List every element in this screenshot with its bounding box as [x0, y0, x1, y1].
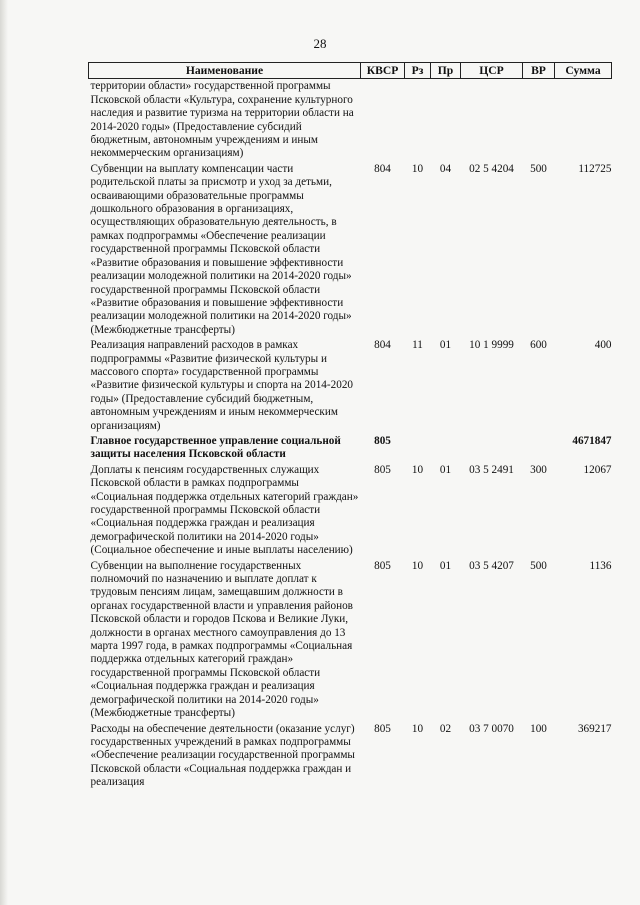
cell-name: Субвенции на выполнение государственных полномочий по назначению и выплате доплат к трудовым пенсиям лицам, замещавшим должности в органах государственной власти и управления районов Псковской области и городов Пскова и Великие Луки, должности в органах местного самоуправления до 13 марта 1997 года, в рамках подпрограммы «Социальная поддержка отдельных категорий граждан» государственной программы Псковской области «Социальная поддержка граждан и реализация демографической политики на 2014-2020 годы» (Межбюджетные трансферты)	[90, 559, 353, 720]
cell-vr: 100	[530, 722, 547, 735]
cell-rz: 11	[412, 339, 423, 352]
cell-pr: 04	[439, 162, 452, 175]
cell-csr: 02 5 4204	[469, 162, 514, 175]
cell-rz	[405, 79, 431, 162]
cell-vr: 600	[530, 339, 547, 352]
cell-pr	[431, 434, 461, 463]
cell-vr: 500	[530, 559, 547, 572]
table-header-row	[89, 63, 612, 79]
cell-name: Расходы на обеспечение деятельности (оказание услуг) государственных учреждений в рамках подпрограммы «Обеспечение реализации государственной программы Псковской области «Социальная поддержка граждан и реализация	[90, 722, 355, 789]
scan-edge-shadow	[0, 0, 8, 905]
cell-rz: 10	[411, 722, 424, 735]
cell-kvsr: 805	[374, 463, 391, 476]
cell-sum: 12067	[583, 463, 612, 476]
cell-sum: 1136	[589, 559, 612, 572]
cell-rz: 10	[411, 559, 424, 572]
cell-vr	[523, 79, 555, 162]
cell-vr: 300	[530, 463, 547, 476]
cell-sum	[555, 79, 612, 162]
header-kvsr: КВСР	[361, 63, 405, 79]
cell-kvsr: 804	[374, 339, 391, 352]
header-name: Наименование	[89, 63, 361, 79]
table-row	[89, 79, 612, 162]
cell-sum: 369217	[577, 722, 612, 735]
cell-rz: 10	[411, 463, 424, 476]
cell-pr: 01	[439, 559, 452, 572]
header-vr: ВР	[523, 63, 555, 79]
table-row	[89, 559, 612, 722]
table-row	[89, 434, 612, 463]
cell-csr	[461, 79, 523, 162]
cell-name: Субвенции на выплату компенсации части родительской платы за присмотр и уход за детьми, осваивающими образовательные программы дошкольного образования в организациях, осуществляющих образовательную деятельность, в рамках подпрограммы «Обеспечение реализации государственной программы Псковской области «Развитие образования и повышение эффективности реализации молодежной политики на 2014-2020 годы» государственной программы Псковской области «Развитие образования и повышение эффективности реализации молодежной политики на 2014-2020 годы» (Межбюджетные трансферты)	[90, 162, 352, 336]
header-pr: Пр	[431, 63, 461, 79]
cell-kvsr: 805	[374, 722, 391, 735]
cell-csr: 03 7 0070	[469, 722, 514, 735]
cell-vr: 500	[530, 162, 547, 175]
cell-pr: 01	[439, 339, 452, 352]
cell-name: Реализация направлений расходов в рамках подпрограммы «Развитие физической культуры и массового спорта» государственной программы «Развитие физической культуры и спорта на 2014-2020 годы» (Предоставление субсидий бюджетным, автономным учреждениям и иным некоммерческим организациям)	[90, 339, 354, 432]
cell-name: территории области» государственной программы Псковской области «Культура, сохранение культурного наследия и развитие туризма на территории области на 2014-2020 годы» (Предоставление субсидий бюджетным, автономным учреждениям и иным некоммерческим организациям)	[90, 80, 354, 160]
header-rz: Рз	[405, 63, 431, 79]
cell-csr: 10 1 9999	[469, 339, 514, 352]
cell-kvsr: 804	[374, 162, 391, 175]
cell-csr: 03 5 2491	[469, 463, 514, 476]
cell-sum: 4671847	[572, 434, 612, 447]
table-row	[89, 162, 612, 338]
cell-kvsr	[361, 79, 405, 162]
budget-table	[88, 62, 612, 791]
header-csr: ЦСР	[461, 63, 523, 79]
cell-rz	[405, 434, 431, 463]
cell-csr: 03 5 4207	[469, 559, 514, 572]
cell-kvsr: 805	[374, 434, 391, 447]
cell-pr	[431, 79, 461, 162]
table-row	[89, 338, 612, 434]
page-number: 28	[313, 36, 327, 51]
cell-vr	[523, 434, 555, 463]
table-body	[89, 79, 612, 791]
table-row	[89, 463, 612, 559]
cell-kvsr: 805	[374, 559, 391, 572]
cell-name: Главное государственное управление социальной защиты населения Псковской области	[90, 434, 341, 461]
header-sum: Сумма	[555, 63, 612, 79]
cell-name: Доплаты к пенсиям государственных служащих Псковской области в рамках подпрограммы «Социальная поддержка отдельных категорий граждан» государственной программы Псковской области «Социальная поддержка граждан и реализация демографической политики на 2014-2020 годы» (Социальное обеспечение и иные выплаты населению)	[90, 463, 359, 557]
cell-rz: 10	[411, 162, 424, 175]
cell-pr: 02	[439, 722, 452, 735]
table-row	[89, 722, 612, 791]
cell-pr: 01	[439, 463, 452, 476]
cell-sum: 400	[594, 339, 612, 352]
cell-sum: 112725	[578, 162, 612, 175]
cell-csr	[461, 434, 523, 463]
